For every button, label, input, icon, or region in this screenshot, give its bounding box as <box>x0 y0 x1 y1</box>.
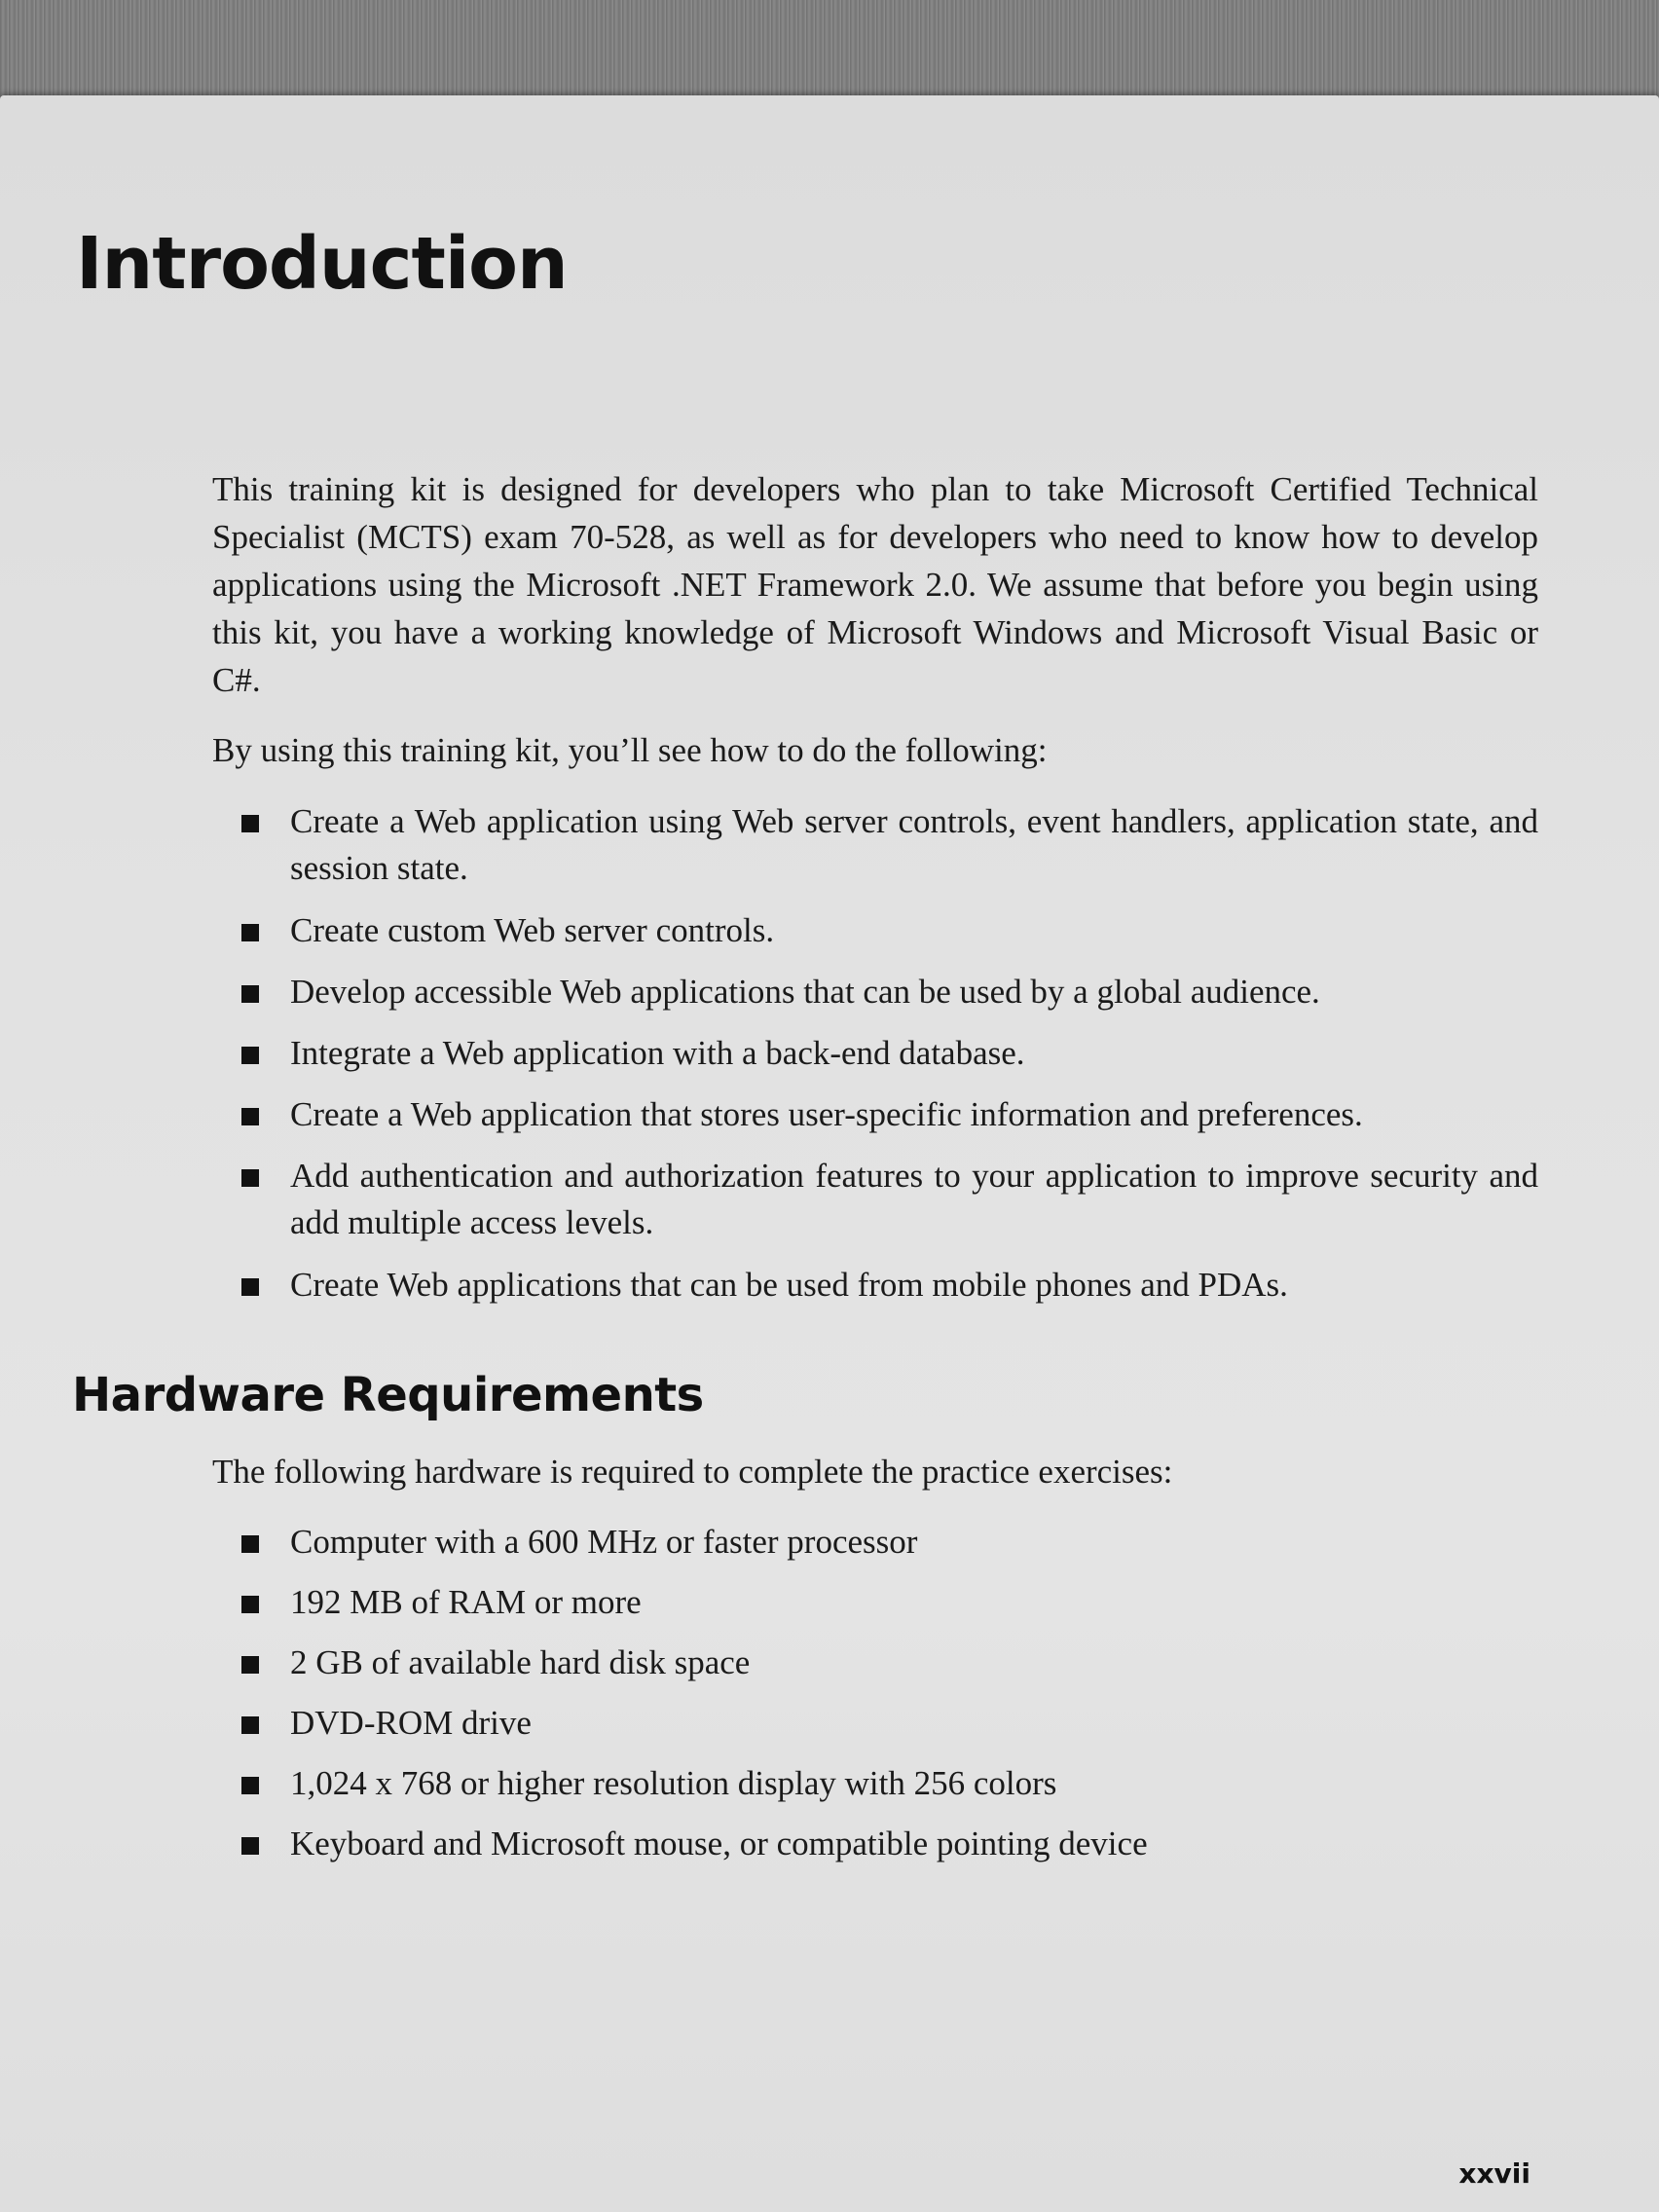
list-item <box>238 1821 1538 1867</box>
list-item-text: DVD-ROM drive <box>290 1704 532 1742</box>
list-item <box>238 1091 1538 1138</box>
list-item <box>238 1700 1538 1747</box>
list-item-text: Create a Web application using Web server controls, event handlers, application state, and session state. <box>290 802 1538 887</box>
list-item-text: Integrate a Web application with a back-end database. <box>290 1034 1025 1072</box>
bullet-icon <box>241 1777 259 1794</box>
list-item <box>238 907 1538 954</box>
bullet-icon <box>241 1278 259 1296</box>
objectives-lead-in: By using this training kit, you’ll see how to do the following: <box>212 731 1048 769</box>
list-item <box>238 1519 1538 1566</box>
bullet-icon <box>241 924 259 941</box>
list-item-text: 1,024 x 768 or higher resolution display with 256 colors <box>290 1764 1057 1802</box>
list-item-text: 2 GB of available hard disk space <box>290 1643 751 1681</box>
bullet-icon <box>241 1047 259 1064</box>
list-item-text: Create custom Web server controls. <box>290 911 775 949</box>
section-heading-hardware: Hardware Requirements <box>72 1368 704 1422</box>
bullet-icon <box>241 1108 259 1125</box>
list-item <box>238 1579 1538 1626</box>
list-item-text: Develop accessible Web applications that can be used by a global audience. <box>290 973 1320 1011</box>
bullet-icon <box>241 1716 259 1734</box>
bullet-icon <box>241 985 259 1003</box>
bullet-icon <box>241 815 259 832</box>
intro-paragraph: This training kit is designed for developers who plan to take Microsoft Certified Technical Specialist (MCTS) exam 70-528, as well as for developers who need to know how to develop applications using the Microsoft .NET Framework 2.0. We assume that before you begin using this kit, you have a working knowledge of Microsoft Windows and Microsoft Visual Basic or C#. <box>212 470 1538 699</box>
list-item-text: Create Web applications that can be used from mobile phones and PDAs. <box>290 1266 1288 1304</box>
bullet-icon <box>241 1837 259 1855</box>
list-item <box>238 798 1538 892</box>
list-item-text: 192 MB of RAM or more <box>290 1583 642 1621</box>
bullet-icon <box>241 1535 259 1553</box>
list-item <box>238 1760 1538 1807</box>
list-item <box>238 1262 1538 1309</box>
objectives-list <box>238 798 1538 1309</box>
list-item <box>238 969 1538 1015</box>
list-item-text: Keyboard and Microsoft mouse, or compatible pointing device <box>290 1825 1148 1862</box>
bullet-icon <box>241 1169 259 1187</box>
page-title: Introduction <box>76 222 568 306</box>
hardware-list <box>238 1519 1538 1867</box>
list-item-text: Add authentication and authorization features to your application to improve security and add multiple access levels. <box>290 1157 1538 1241</box>
hardware-lead-in: The following hardware is required to complete the practice exercises: <box>212 1453 1173 1491</box>
page-number: xxvii <box>1458 2157 1530 2190</box>
bullet-icon <box>241 1656 259 1674</box>
list-item-text: Computer with a 600 MHz or faster processor <box>290 1523 918 1561</box>
list-item <box>238 1640 1538 1686</box>
bullet-icon <box>241 1596 259 1613</box>
list-item-text: Create a Web application that stores user-specific information and preferences. <box>290 1095 1363 1133</box>
list-item <box>238 1030 1538 1077</box>
list-item <box>238 1153 1538 1246</box>
